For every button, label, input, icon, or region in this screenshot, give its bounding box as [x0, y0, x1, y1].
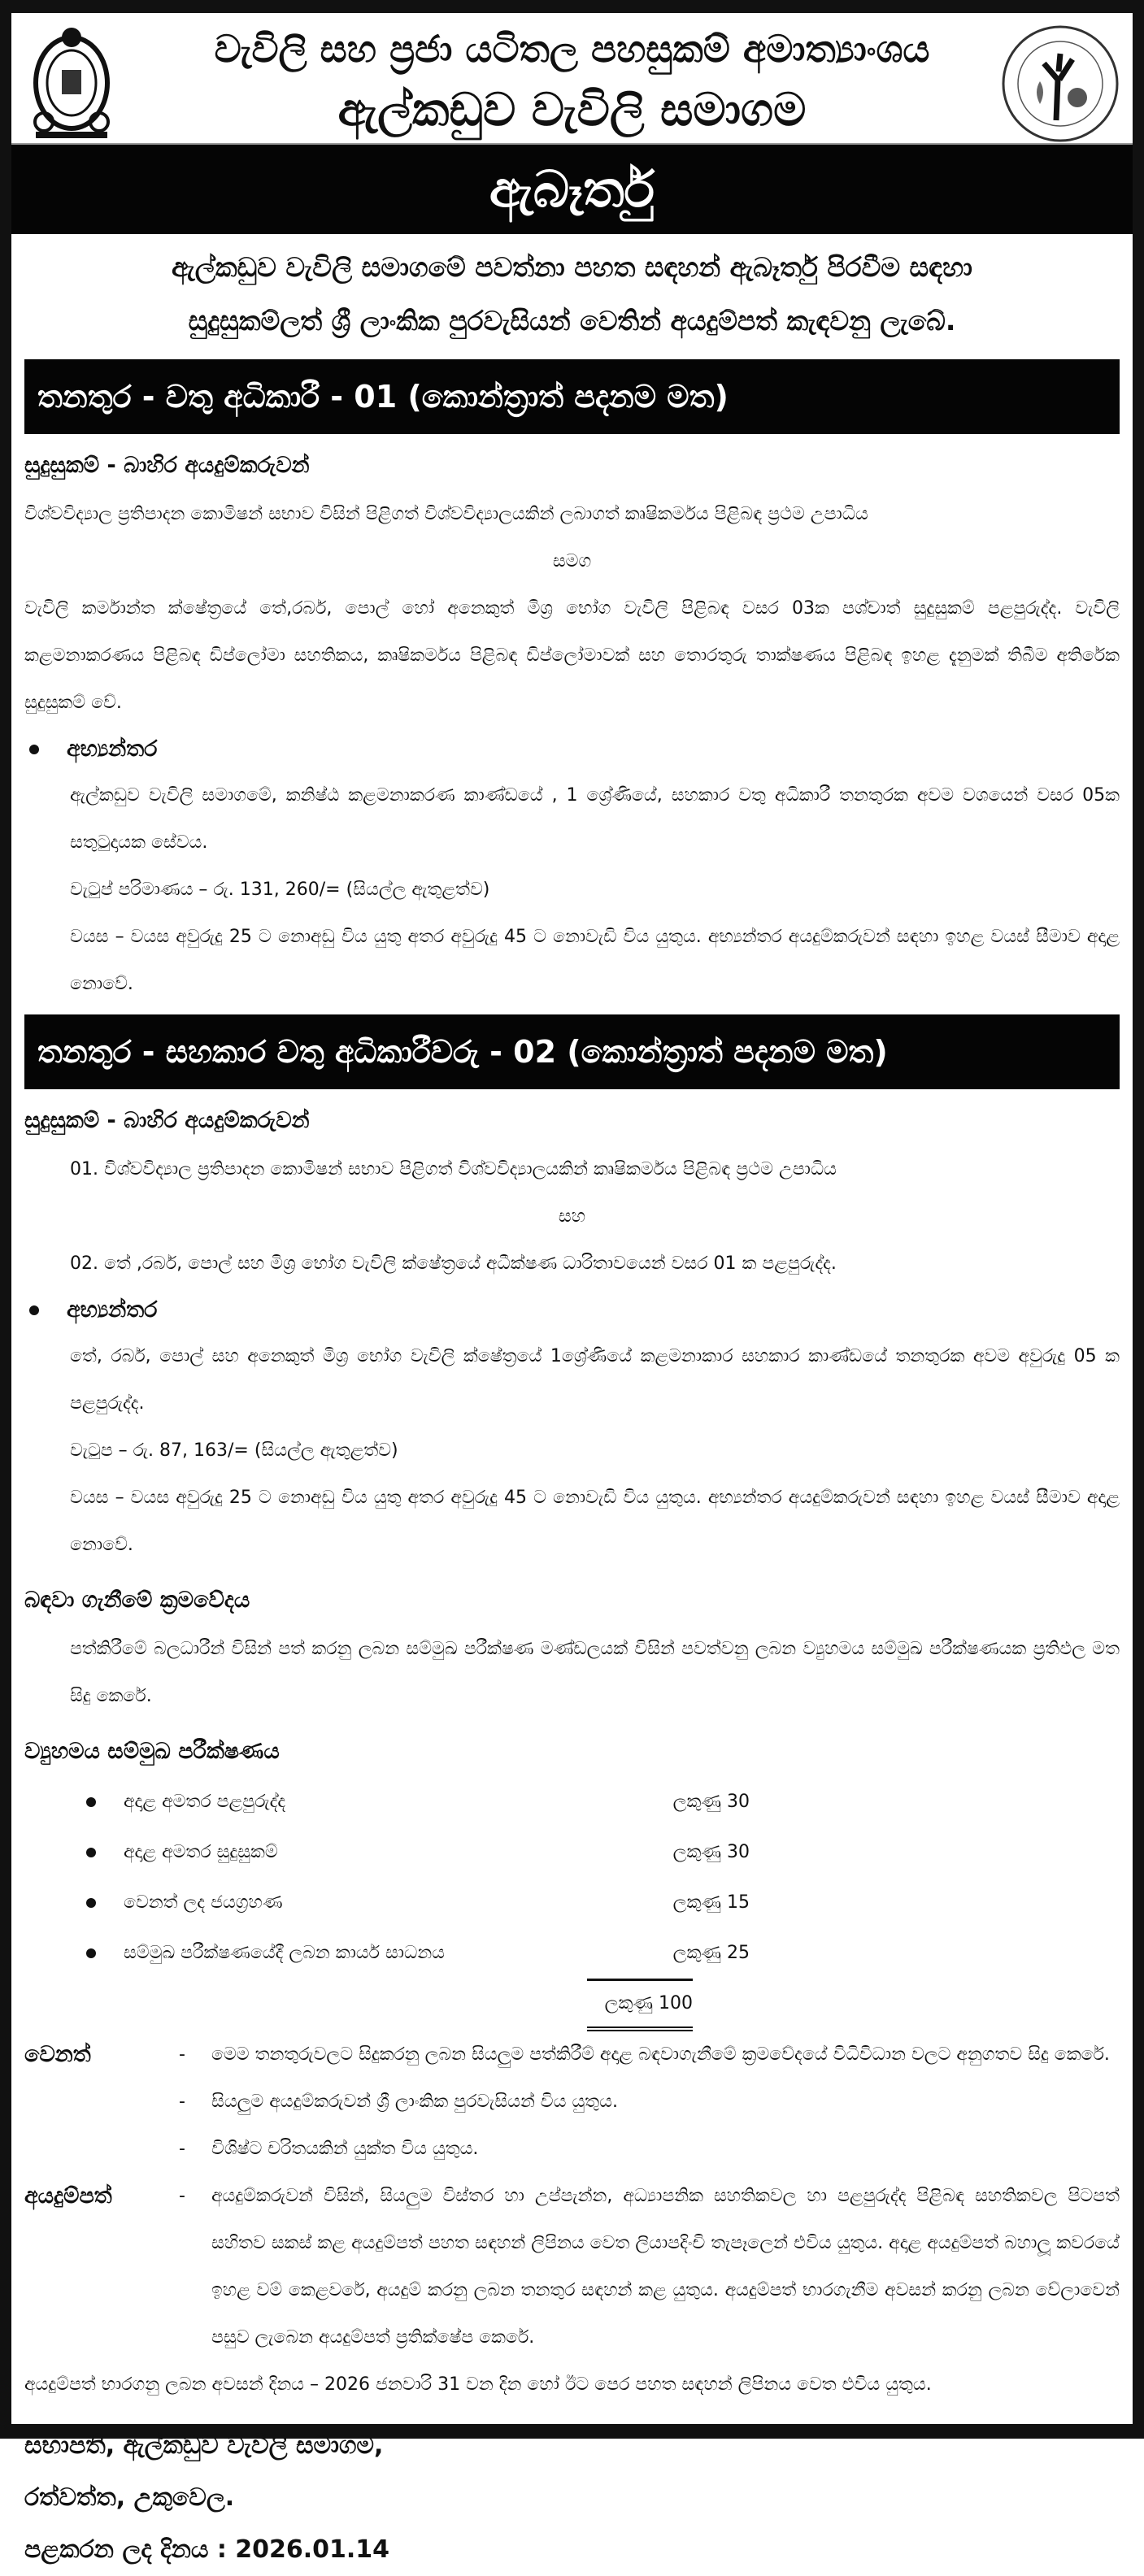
post2-salary: වැටුප – රු. 87, 163/= (සියල්ල ඇතුළත්ව): [70, 1440, 398, 1461]
elkaduwa-plantations-logo: [999, 23, 1121, 145]
published-date: පළකරන ලද දිනය : 2026.01.14: [24, 2535, 390, 2564]
post1-salary: වැටුප් පරිමාණය – රු. 131, 260/= (සියල්ල ඇතුළත්ව): [70, 880, 490, 900]
closing-date-text: අයදුම්පත් භාරගනු ලබන අවසන් දිනය – 2026 ජනවාරි 31 වන දින හෝ ඊට පෙර පහත සඳහන් ලිපිනය වෙත එවිය යුතුය.: [24, 2374, 932, 2395]
bullet-icon: [29, 745, 39, 754]
spacer: [24, 2126, 179, 2173]
other-item: සියලුම අයදුම්කරුවන් ශ්‍රී ලාංකික පුරවැසියන් විය යුතුය.: [211, 2092, 618, 2112]
ministry-name: වැවිලි සහ ප්‍රජා යටිතල පහසුකම් අමාත්‍යාංශය: [214, 27, 930, 71]
other-note: [24, 2079, 1120, 2126]
recruitment-heading: බඳවා ගැනීමේ ක්‍රමවේදය: [24, 1588, 250, 1613]
other-item: මෙම තනතුරුවලට සිදුකරනු ලබන සියලුම පත්කිරීම් අදාළ බඳවාගැනීමේ ක්‍රමවේදයේ විධිවිධාන වලට අනුගතව සිදු කෙරේ.: [211, 2044, 1110, 2065]
post2-internal-text: තේ, රබර්, පොල් සහ අනෙකුත් මිශ්‍ර භෝග වැවිලි ක්ෂේත්‍රයේ 1ශ්‍රේණියේ කළමනාකාර සහකාර කාණ්ඩයේ තනතුරක අවම අවුරුදු 05 ක පළපුරුද්ද.: [70, 1346, 1120, 1414]
heading-text: අභ්‍යන්තර: [67, 1297, 158, 1323]
heading-text: අභ්‍යන්තර: [67, 736, 158, 762]
other-heading: වෙනත්: [24, 2042, 91, 2067]
post1-qual-experience: වැවිලි කර්මාන්ත ක්ෂේත්‍රයේ තේ,රබර්, පොල් හෝ අනෙකුත් මිශ්‍ර භෝග වැවිලි පිළිබඳ වසර 03ක පශ්චාත් සුදුසුකම් පළපුරුද්ද. වැවිලි කළමනාකරණය පිළිබඳ ඩිප්ලෝමා සහතිකය, කෘෂිකර්මය පිළිබඳ ඩිප්ලෝමාවක් සහ තොරතුරු තාක්ෂණය පිළිබඳ ඉහළ දැනුමක් තිබීම අතිරේක සුදුසුකම් වේ.: [24, 598, 1120, 713]
dash: -: [179, 2186, 185, 2206]
interview-heading: ව්‍යුහමය සම්මුඛ පරීක්ෂණය: [24, 1739, 280, 1764]
post2-qual-heading: සුදුසුකම් - බාහිර අයදුම්කරුවන්: [24, 1108, 310, 1133]
post2-title: තනතුර - සහකාර වතු අධිකාරීවරු - 02 (කොන්ත්‍රාත් පදනම මත): [24, 1014, 1120, 1089]
post1-qual-heading: සුදුසුකම් - බාහිර අයදුම්කරුවන්: [24, 453, 310, 478]
marks-row: [24, 1928, 1120, 1979]
post1-qual-degree: විශ්වවිද්‍යාල ප්‍රතිපාදන කොමිෂන් සභාව විසින් පිළිගත් විශ්වවිද්‍යාලයකින් ලබාගත් කෘෂිකර්මය පිළිබඳ ප්‍රථම උපාධිය: [24, 504, 868, 524]
bullet-icon: [29, 1305, 39, 1315]
interview-marks-table: [24, 1777, 1120, 2031]
bullet-icon: [86, 1948, 96, 1958]
company-name: ඇල්කඩුව වැවිලි සමාගම: [337, 84, 807, 137]
post2-internal-heading: [24, 1288, 1120, 1333]
dash: -: [179, 2044, 185, 2065]
post1-internal-heading: [24, 727, 1120, 772]
intro-line: සුදුසුකම්ලත් ශ්‍රී ලාංකික පුරවැසියන් වෙතින් අයදුම්පත් කැඳවනු ලැබේ.: [188, 305, 956, 337]
signature-block: [24, 2420, 1120, 2576]
applications-note: [24, 2173, 1120, 2361]
other-item: විශිෂ්ට චරිතයකින් යුක්ත විය යුතුය.: [211, 2139, 479, 2159]
post1-section: [11, 441, 1133, 1008]
dash: -: [179, 2139, 185, 2159]
header: [11, 13, 1133, 145]
vacancies-title: ඇබෑර්තු: [11, 145, 1133, 234]
post2-section: [11, 1096, 1133, 2576]
intro-line: ඇල්කඩුව වැවිලි සමාගමේ පවත්නා පහත සඳහන් ඇබෑර්තු පිරවීම සඳහා: [172, 251, 972, 283]
marks-row: [24, 1878, 1120, 1928]
bullet-icon: [86, 1898, 96, 1908]
other-note: [24, 2126, 1120, 2173]
other-note: [24, 2031, 1120, 2079]
marks-row: [24, 1827, 1120, 1878]
intro-text: [11, 234, 1133, 353]
post2-qual-degree: 01. විශ්වවිද්‍යාල ප්‍රතිපාදන කොමිෂන් සභාව පිළිගත් විශ්වවිද්‍යාලයකින් කෘෂිකර්මය පිළිබඳ ප්‍රථම උපාධිය: [70, 1159, 837, 1179]
bullet-icon: [86, 1848, 96, 1857]
signature-address: රත්වත්ත, උකුවෙල.: [24, 2483, 235, 2512]
post2-qual-experience: 02. තේ ,රබර්, පොල් සහ මිශ්‍ර භෝග වැවිලි ක්ෂේත්‍රයේ අධීක්ෂණ ධාරිතාවයෙන් වසර 01 ක පළපුරුද්ද.: [70, 1253, 837, 1274]
applications-heading: අයදුම්පත්: [24, 2183, 112, 2209]
spacer: [24, 2079, 179, 2126]
marks-label: සම්මුඛ පරීක්ෂණයේදී ලබන කාර්ය සාධනය: [124, 1943, 445, 1963]
marks-value: ලකුණු 25: [672, 1943, 750, 1963]
post1-age: වයස – වයස අවුරුදු 25 ට නොඅඩු විය යුතු අතර අවුරුදු 45 ට නොවැඩි විය යුතුය. අභ්‍යන්තර අයදුම්කරුවන් සඳහා ඉහළ වයස් සීමාව අදාළ නොවේ.: [70, 927, 1120, 994]
post1-title: තනතුර - වතු අධිකාරී - 01 (කොන්ත්‍රාත් පදනම මත): [24, 359, 1120, 434]
sri-lanka-emblem-icon: [23, 20, 120, 141]
marks-label: අදාළ අමතර පළපුරුද්ද: [124, 1792, 286, 1812]
recruitment-text: පත්කිරීමේ බලධාරීන් විසින් පත් කරනු ලබන සම්මුඛ පරීක්ෂණ මණ්ඩලයක් විසින් පවත්වනු ලබන ව්‍යුහමය සම්මුඛ පරීක්ෂණයක ප්‍රතිඵල මත සිදු කෙරේ.: [70, 1639, 1120, 1706]
marks-total: ලකුණු 100: [587, 1979, 693, 2031]
post2-and: සහ: [558, 1206, 586, 1227]
post1-with: සමග: [552, 551, 592, 571]
marks-value: ලකුණු 15: [672, 1892, 750, 1913]
marks-row: [24, 1777, 1120, 1827]
marks-label: අදාළ අමතර සුදුසුකම්: [124, 1842, 278, 1862]
marks-value: ලකුණු 30: [672, 1842, 750, 1862]
dash: -: [179, 2092, 185, 2112]
signature-title: සභාපති, ඇල්කඩුව වැවිලි සමාගම,: [24, 2431, 384, 2460]
marks-label: වෙනත් ලද ජයග්‍රහණ: [124, 1892, 283, 1913]
bullet-icon: [86, 1797, 96, 1807]
marks-total-row: [24, 1979, 1120, 2031]
post2-age: වයස – වයස අවුරුදු 25 ට නොඅඩු විය යුතු අතර අවුරුදු 45 ට නොවැඩි විය යුතුය. අභ්‍යන්තර අයදුම්කරුවන් සඳහා ඉහළ වයස් සීමාව අදාළ නොවේ.: [70, 1488, 1120, 1555]
post1-internal-text: ඇල්කඩුව වැවිලි සමාගමේ, කනිෂ්ඨ කළමනාකරණ කාණ්ඩයේ , 1 ශ්‍රේණියේ, සහකාර වතු අධිකාරී තනතුරක අවම වශයෙන් වසර 05ක සතුටුදායක සේවය.: [70, 785, 1120, 853]
marks-value: ලකුණු 30: [672, 1792, 750, 1812]
applications-text: අයදුම්කරුවන් විසින්, සියලුම විස්තර හා උප්පැන්න, අධ්‍යාපනික සහතිකවල හා පළපුරුද්ද පිළිබඳ සහතිකවල පිටපත් සහිතව සකස් කළ අයදුම්පත් පහත සඳහන් ලිපිනය වෙත ලියාපදිංචි තැපෑලෙන් එවිය යුතුය. අදාළ අයදුම්පත් බහාලූ කවරයේ ඉහළ වම් කෙළවරේ, අයදුම් කරනු ලබන තනතුර සඳහන් කළ යුතුය. අයදුම්පත් භාරගැනීම අවසන් කරනු ලබන වේලාවෙන් පසුව ලැබෙන අයදුම්පත් ප්‍රතික්ෂේප කෙරේ.: [211, 2186, 1120, 2348]
